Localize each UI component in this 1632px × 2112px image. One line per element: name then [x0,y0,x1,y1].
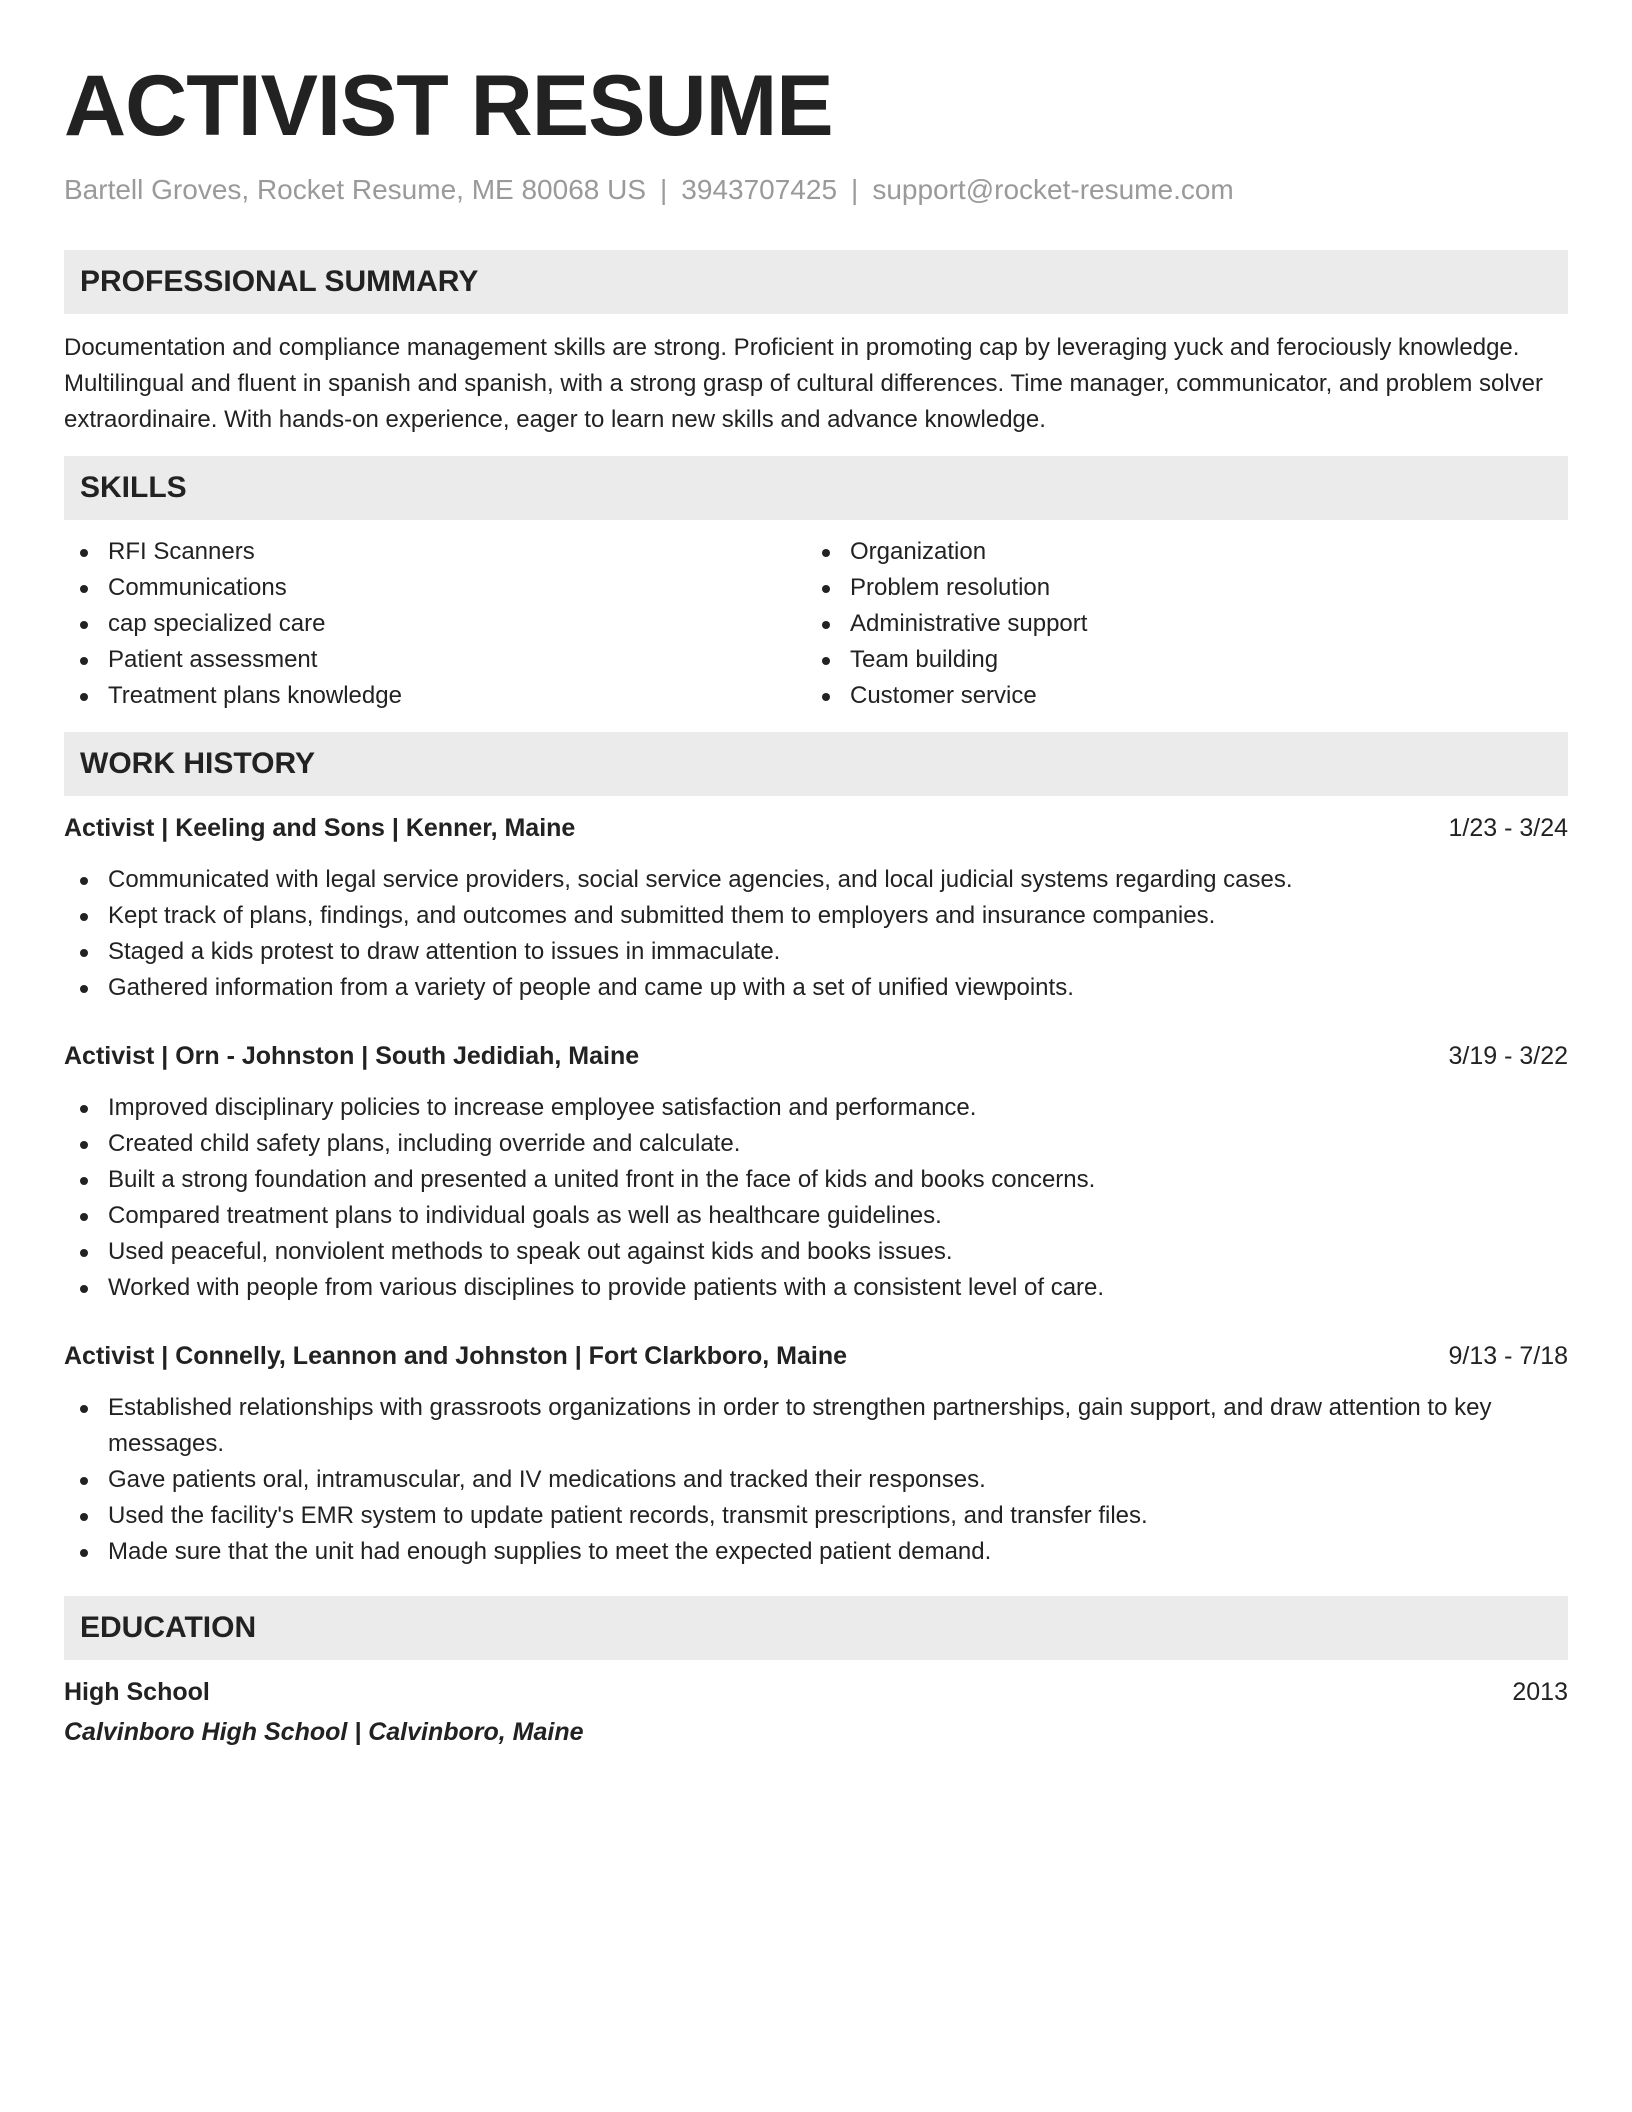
job-title: Activist | Connelly, Leannon and Johnston | Fort Clarkboro, Maine [64,1342,848,1370]
skill-item: cap specialized care [64,606,806,642]
contact-line [64,172,1568,208]
job-bullet: Gathered information from a variety of people and came up with a set of unified viewpoints. [64,970,1568,1006]
job-header [64,1038,1568,1074]
job-bullets [64,1090,1568,1306]
education-school: Calvinboro High School | Calvinboro, Maine [64,1718,584,1746]
contact-address: Bartell Groves, Rocket Resume, ME 80068 US [64,174,647,205]
job-bullet: Made sure that the unit had enough supplies to meet the expected patient demand. [64,1534,1568,1570]
job-bullet: Created child safety plans, including override and calculate. [64,1126,1568,1162]
skill-item: Customer service [806,678,1548,714]
job-bullet: Established relationships with grassroots organizations in order to strengthen partnerships, gain support, and draw attention to key messages. [64,1390,1568,1462]
job-title: Activist | Orn - Johnston | South Jedidiah, Maine [64,1042,640,1070]
job-bullet: Kept track of plans, findings, and outcomes and submitted them to employers and insurance companies. [64,898,1568,934]
job-bullet: Worked with people from various disciplines to provide patients with a consistent level of care. [64,1270,1568,1306]
skills-list [64,534,1568,714]
education-year: 2013 [1512,1678,1568,1706]
skill-item: Patient assessment [64,642,806,678]
job-bullet: Built a strong foundation and presented a united front in the face of kids and books concerns. [64,1162,1568,1198]
job-title: Activist | Keeling and Sons | Kenner, Maine [64,814,576,842]
skills-heading: SKILLS [64,456,1568,520]
job-bullets [64,1390,1568,1570]
job-dates: 9/13 - 7/18 [1448,1342,1568,1370]
resume-page [64,0,1568,1750]
job-bullet: Used peaceful, nonviolent methods to speak out against kids and books issues. [64,1234,1568,1270]
contact-separator: | [851,174,859,205]
skill-item: Administrative support [806,606,1548,642]
skill-item: Communications [64,570,806,606]
contact-separator: | [660,174,668,205]
education-entry [64,1674,1568,1750]
job-dates: 1/23 - 3/24 [1448,814,1568,842]
summary-text: Documentation and compliance management skills are strong. Proficient in promoting cap by leveraging yuck and ferociously knowledge. Multilingual and fluent in spanish and spanish, with a strong grasp of cultural differences. Time manager, communicator, and problem solver extraordinaire. With hands-on experience, eager to learn new skills and advance knowledge. [64,334,1544,433]
job-header [64,810,1568,846]
job-entry [64,1338,1568,1570]
contact-email: support@rocket-resume.com [872,174,1234,205]
job-dates: 3/19 - 3/22 [1448,1042,1568,1070]
summary-heading: PROFESSIONAL SUMMARY [64,250,1568,314]
skill-item: RFI Scanners [64,534,806,570]
job-entry [64,1038,1568,1306]
skill-item: Organization [806,534,1548,570]
skills-column-left [64,534,806,714]
skill-item: Problem resolution [806,570,1548,606]
job-bullet: Improved disciplinary policies to increase employee satisfaction and performance. [64,1090,1568,1126]
job-bullets [64,862,1568,1006]
job-header [64,1338,1568,1374]
skills-column-right [806,534,1548,714]
skill-item: Team building [806,642,1548,678]
job-entry [64,810,1568,1006]
skill-item: Treatment plans knowledge [64,678,806,714]
education-heading: EDUCATION [64,1596,1568,1660]
job-bullet: Staged a kids protest to draw attention to issues in immaculate. [64,934,1568,970]
job-bullet: Gave patients oral, intramuscular, and IV medications and tracked their responses. [64,1462,1568,1498]
resume-title: ACTIVIST RESUME [64,58,833,154]
job-bullet: Communicated with legal service providers, social service agencies, and local judicial systems regarding cases. [64,862,1568,898]
job-bullet: Used the facility's EMR system to update patient records, transmit prescriptions, and transfer files. [64,1498,1568,1534]
education-degree: High School [64,1678,210,1706]
work-heading: WORK HISTORY [64,732,1568,796]
education-header [64,1674,1568,1710]
job-bullet: Compared treatment plans to individual goals as well as healthcare guidelines. [64,1198,1568,1234]
contact-phone: 3943707425 [681,174,838,205]
